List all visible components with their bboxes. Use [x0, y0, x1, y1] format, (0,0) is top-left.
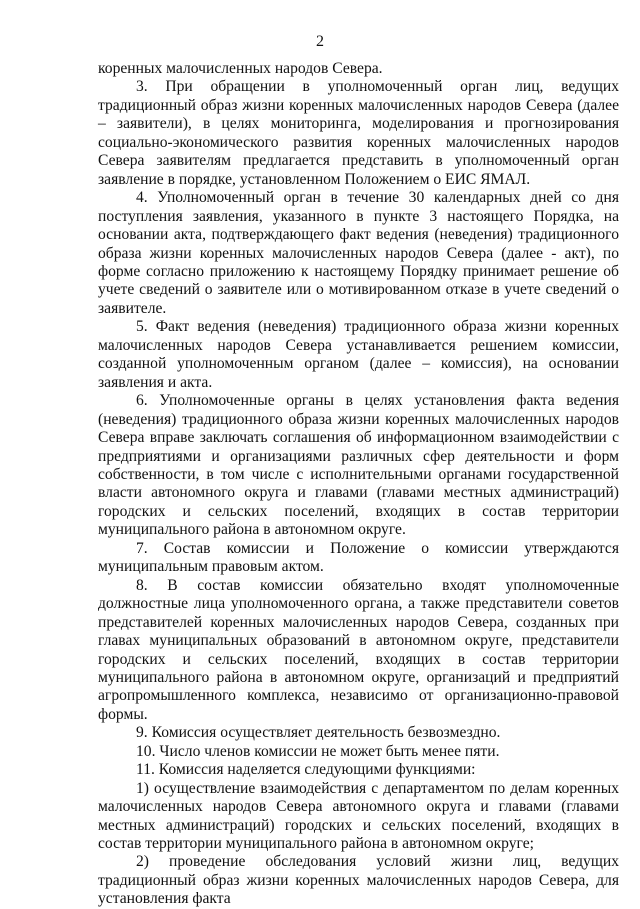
paragraph-5: 5. Факт ведения (неведения) традиционного образа жизни коренных малочисленных народов Севера устанавливается решением комиссии, созданной уполномоченным органом (далее – комиссия), на основании заявления и акта.: [98, 318, 619, 391]
document-body: [98, 60, 619, 909]
paragraph-continuation: коренных малочисленных народов Севера.: [98, 60, 383, 77]
paragraph-11: 11. Комиссия наделяется следующими функциями:: [136, 761, 476, 779]
page-number: 2: [316, 33, 324, 50]
paragraph-6: 6. Уполномоченные органы в целях установления факта ведения (неведения) традиционного образа жизни коренных малочисленных народов Севера вправе заключать соглашения об информационном взаимодействии с предприятиями и организациями различных сфер деятельности и форм собственности, в том числе с исполнительными органами государственной власти автономного округа и главами (главами местных администраций) городских и сельских поселений, входящих в состав территории муниципального района в автономном округе.: [98, 392, 619, 539]
paragraph-3: 3. При обращении в уполномоченный орган лиц, ведущих традиционный образ жизни коренных малочисленных народов Севера (далее – заявители), в целях мониторинга, моделирования и прогнозирования социально-экономического развития коренных малочисленных народов Севера заявителям предлагается представить в уполномоченный орган заявление в порядке, установленном Положением о ЕИС ЯМАЛ.: [98, 78, 619, 188]
paragraph-8: 8. В состав комиссии обязательно входят уполномоченные должностные лица уполномоченного органа, а также представители советов представителей коренных малочисленных народов Севера, созданных при главах муниципальных образований в автономном округе, представители городских и сельских поселений, входящих в состав территории муниципального района в автономном округе, организаций и предприятий агропромышленного комплекса, независимо от организационно-правовой формы.: [98, 576, 619, 723]
paragraph-10: 10. Число членов комиссии не может быть менее пяти.: [136, 742, 500, 760]
paragraph-4: 4. Уполномоченный орган в течение 30 календарных дней со дня поступления заявления, указанного в пункте 3 настоящего Порядка, на основании акта, подтверждающего факт ведения (неведения) традиционного образа жизни коренных малочисленных народов Севера (далее - акт), по форме согласно приложению к настоящему Порядку принимает решение об учете сведений о заявителе или о мотивированном отказе в учете сведений о заявителе.: [98, 189, 619, 317]
paragraph-11-item-2: 2) проведение обследования условий жизни лиц, ведущих традиционный образ жизни коренных малочисленных народов Севера, для установления факта: [98, 853, 619, 908]
paragraph-7: 7. Состав комиссии и Положение о комиссии утверждаются муниципальным правовым актом.: [98, 539, 619, 576]
paragraph-9: 9. Комиссия осуществляет деятельность безвозмездно.: [136, 724, 501, 742]
paragraph-11-item-1: 1) осуществление взаимодействия с департаментом по делам коренных малочисленных народов Севера автономного округа и главами (главами местных администраций) городских и сельских поселений, входящих в состав территории муниципального района в автономном округе;: [98, 779, 619, 853]
